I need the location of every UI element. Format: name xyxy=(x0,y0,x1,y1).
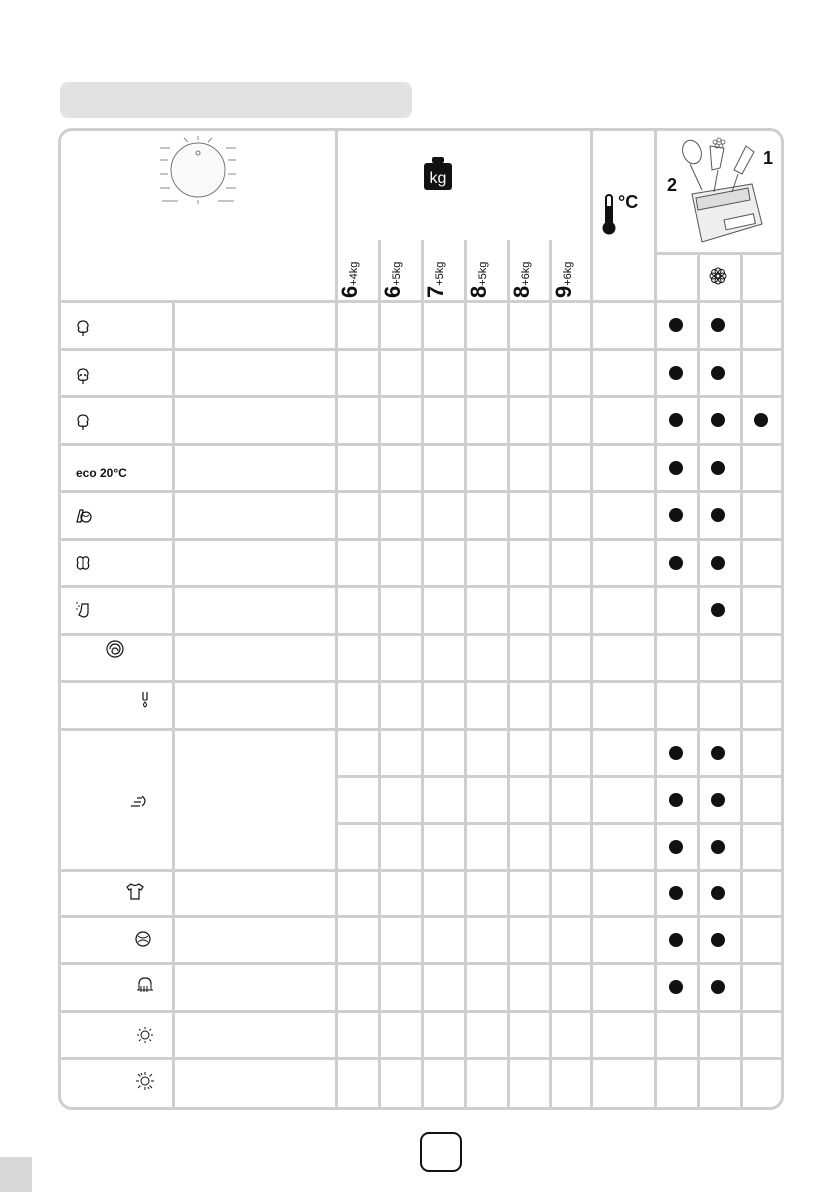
detergent-dot xyxy=(669,933,683,947)
detergent-dot xyxy=(669,508,683,522)
compartment-1-label: 1 xyxy=(763,148,774,168)
delicates-icon xyxy=(74,554,92,572)
grid-line xyxy=(654,131,657,300)
detergent-dot xyxy=(669,366,683,380)
grid-line xyxy=(335,822,781,825)
capacity-label: 8+5kg xyxy=(466,261,491,298)
capacity-label: 6+4kg xyxy=(337,261,362,298)
detergent-dot xyxy=(669,461,683,475)
section-title-bar xyxy=(60,82,412,118)
cotton-prewash-icon xyxy=(74,412,92,430)
capacity-label: 7+5kg xyxy=(423,261,448,298)
dry-extra-icon xyxy=(136,1072,154,1090)
detergent-dot xyxy=(711,980,725,994)
detergent-dot xyxy=(669,840,683,854)
detergent-dot xyxy=(711,413,725,427)
weight-kg-icon xyxy=(423,157,453,191)
grid-line xyxy=(740,300,743,1107)
detergent-dot xyxy=(669,793,683,807)
spin-icon xyxy=(106,640,124,658)
page-number-box xyxy=(420,1132,462,1172)
detergent-dot xyxy=(711,366,725,380)
program-table xyxy=(58,128,784,1110)
cotton-icon xyxy=(74,318,92,336)
grid-line xyxy=(697,252,700,300)
detergent-dot xyxy=(669,980,683,994)
detergent-dot xyxy=(669,746,683,760)
grid-line xyxy=(378,300,381,1107)
softener-flower-icon xyxy=(709,267,727,285)
rapid-icon xyxy=(130,792,148,810)
synthetic-icon xyxy=(134,930,152,948)
grid-line xyxy=(507,300,510,1107)
svg-text:kg: kg xyxy=(429,170,447,187)
detergent-dot xyxy=(669,556,683,570)
detergent-dot xyxy=(711,886,725,900)
grid-line xyxy=(590,300,593,1107)
detergent-dot xyxy=(711,318,725,332)
temperature-label: °C xyxy=(618,192,639,212)
detergent-dot xyxy=(754,413,768,427)
drain-icon xyxy=(136,690,154,708)
detergent-drawer-icon xyxy=(662,134,772,246)
mixed-icon xyxy=(74,506,92,524)
grid-line xyxy=(172,300,175,1107)
detergent-dot xyxy=(711,933,725,947)
detergent-dot xyxy=(669,886,683,900)
thermometer-icon xyxy=(601,194,617,236)
capacity-label: 8+6kg xyxy=(509,261,534,298)
corner-tab xyxy=(0,1157,32,1192)
dry-icon xyxy=(136,1026,154,1044)
grid-line xyxy=(654,252,781,255)
capacity-label: 6+5kg xyxy=(380,261,405,298)
cotton-eco-icon xyxy=(74,366,92,384)
program-dial-icon xyxy=(158,128,238,208)
grid-line xyxy=(421,300,424,1107)
detergent-dot xyxy=(711,840,725,854)
detergent-dot xyxy=(711,508,725,522)
grid-line xyxy=(590,131,593,300)
shirt-icon xyxy=(126,882,144,900)
eco-20-label: eco 20°C xyxy=(76,466,127,480)
wool-icon xyxy=(136,976,154,994)
detergent-dot xyxy=(711,556,725,570)
grid-line xyxy=(335,775,781,778)
capacity-label: 9+6kg xyxy=(551,261,576,298)
detergent-dot xyxy=(669,318,683,332)
detergent-dot xyxy=(711,603,725,617)
detergent-dot xyxy=(669,413,683,427)
detergent-dot xyxy=(711,746,725,760)
grid-line xyxy=(335,300,338,1107)
detergent-dot xyxy=(711,793,725,807)
grid-line xyxy=(654,300,657,1107)
grid-line xyxy=(697,300,700,1107)
grid-line xyxy=(464,300,467,1107)
compartment-2-label: 2 xyxy=(667,175,678,195)
hand-wash-icon xyxy=(74,600,92,618)
grid-line xyxy=(740,252,743,300)
detergent-dot xyxy=(711,461,725,475)
grid-line xyxy=(549,300,552,1107)
